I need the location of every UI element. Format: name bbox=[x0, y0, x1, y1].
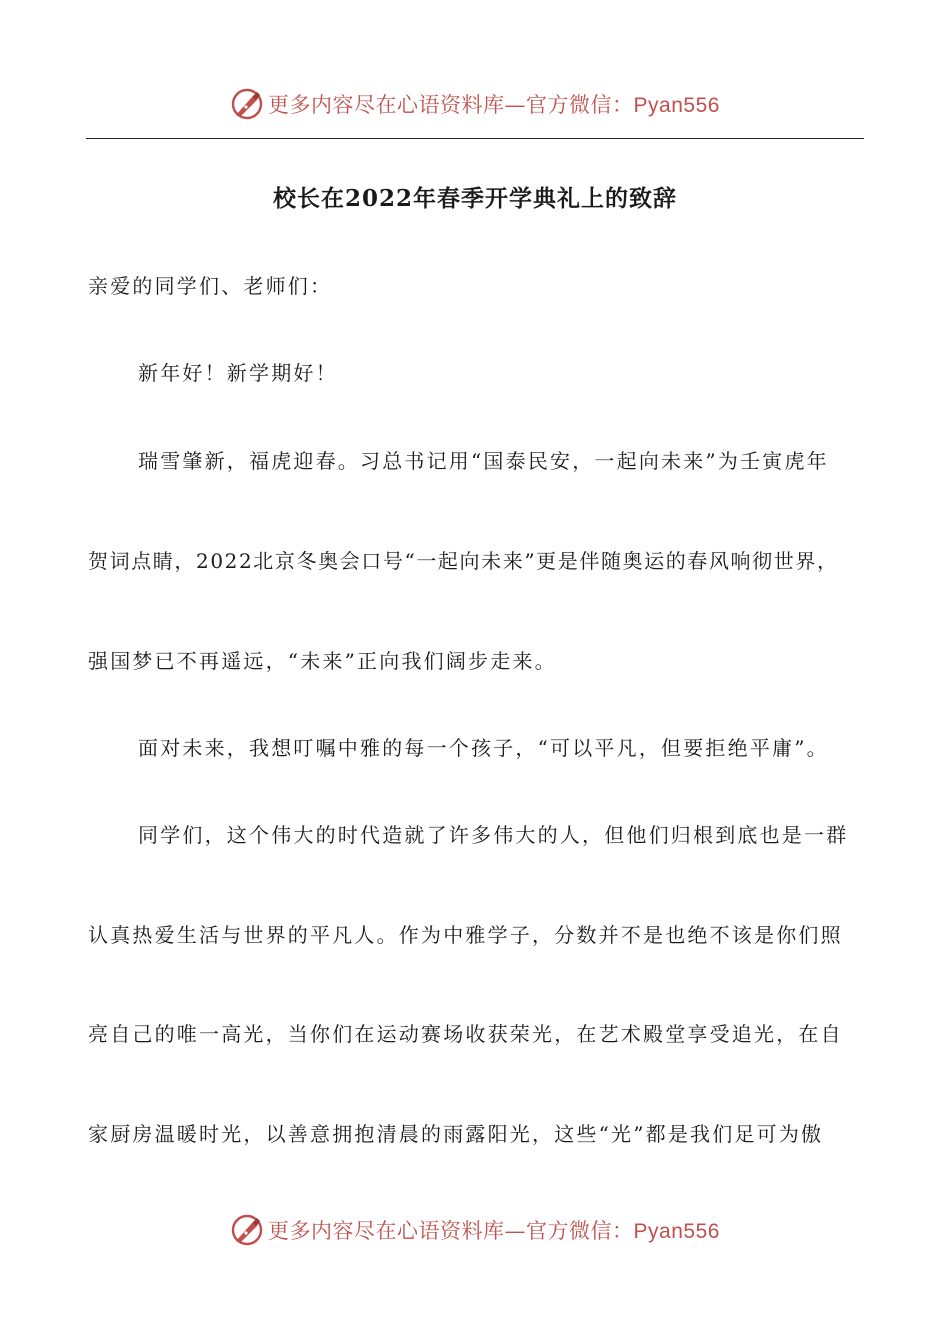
paragraph-line: 新年好！新学期好！ bbox=[138, 361, 338, 385]
footer-banner-wechat-id: Pyan556 bbox=[633, 1220, 720, 1243]
paragraph-line: 贺词点睛，2022北京冬奥会口号“一起向未来”更是伴随奥运的春风响彻世界， bbox=[88, 549, 839, 573]
header-divider bbox=[86, 138, 864, 139]
footer-banner-text: 更多内容尽在心语资料库—官方微信： bbox=[268, 1219, 634, 1243]
paragraph-line: 瑞雪肇新，福虎迎春。习总书记用“国泰民安，一起向未来”为壬寅虎年 bbox=[138, 449, 829, 473]
header-banner-text: 更多内容尽在心语资料库—官方微信： bbox=[268, 93, 634, 117]
paragraph-line: 家厨房温暖时光，以善意拥抱清晨的雨露阳光，这些“光”都是我们足可为傲 bbox=[88, 1122, 824, 1146]
paragraph-line: 强国梦已不再遥远，“未来”正向我们阔步走来。 bbox=[88, 649, 557, 673]
header-banner bbox=[0, 84, 950, 124]
greeting: 亲爱的同学们、老师们： bbox=[88, 274, 333, 298]
paragraph-line: 面对未来，我想叮嘱中雅的每一个孩子，“可以平凡，但要拒绝平庸”。 bbox=[138, 736, 829, 760]
footer-banner bbox=[0, 1210, 950, 1250]
pen-nib-logo-icon bbox=[230, 1213, 264, 1247]
paragraph-line: 亮自己的唯一高光，当你们在运动赛场收获荣光，在艺术殿堂享受追光，在自 bbox=[88, 1022, 843, 1046]
header-banner-wechat-id: Pyan556 bbox=[633, 94, 720, 117]
pen-nib-logo-icon bbox=[230, 87, 264, 121]
document-title: 校长在2022年春季开学典礼上的致辞 bbox=[272, 185, 677, 212]
paragraph-line: 认真热爱生活与世界的平凡人。作为中雅学子，分数并不是也绝不该是你们照 bbox=[88, 923, 843, 947]
paragraph-line: 同学们，这个伟大的时代造就了许多伟大的人，但他们归根到底也是一群 bbox=[138, 823, 849, 847]
